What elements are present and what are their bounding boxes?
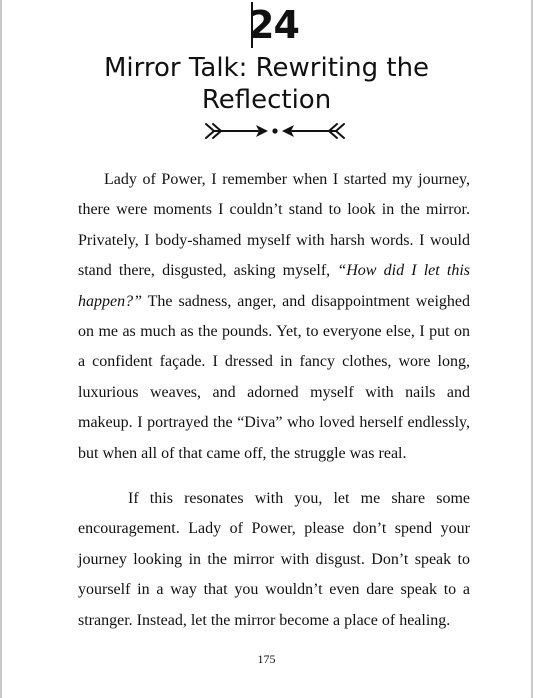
chapter-title-line-2: Reflection xyxy=(201,85,332,115)
page-number: 175 xyxy=(257,652,276,666)
paragraph-1 xyxy=(78,165,470,469)
arrow-divider-icon xyxy=(200,118,350,144)
paragraph-2: If this resonates with you, let me share some encouragement. Lady of Power, please don’t spend your journey looking in the mirror with disgust. Don’t speak to yourself in a way that you wouldn’t even dare speak to a stranger. Instead, let the mirror become a place of healing. xyxy=(78,490,470,629)
chapter-title-line-1: Mirror Talk: Rewriting the xyxy=(103,53,430,83)
chapter-title xyxy=(40,52,493,116)
paragraph-1-rest: The sadness, anger, and disappointment weighed on me as much as the pounds. Yet, to everyone else, I put on a confident façade. I dressed in fancy clothes, wore long, luxurious weaves, and adorned myself with nails and makeup. I portrayed the “Diva” who loved herself endlessly, but when all of that came off, the struggle was real. xyxy=(78,292,470,462)
page-edge-left xyxy=(0,0,2,698)
chapter-number: 24 xyxy=(248,3,299,47)
paragraph-1-lead: Lady of Power, I remember when I started my journey, there were moments I couldn’t stand to look in the mirror. Privately, I body-shamed myself with harsh words. I would stand there, disgusted, asking myself, xyxy=(78,171,470,280)
paragraph-1-quote: “How did I let this happen?” xyxy=(78,262,471,310)
